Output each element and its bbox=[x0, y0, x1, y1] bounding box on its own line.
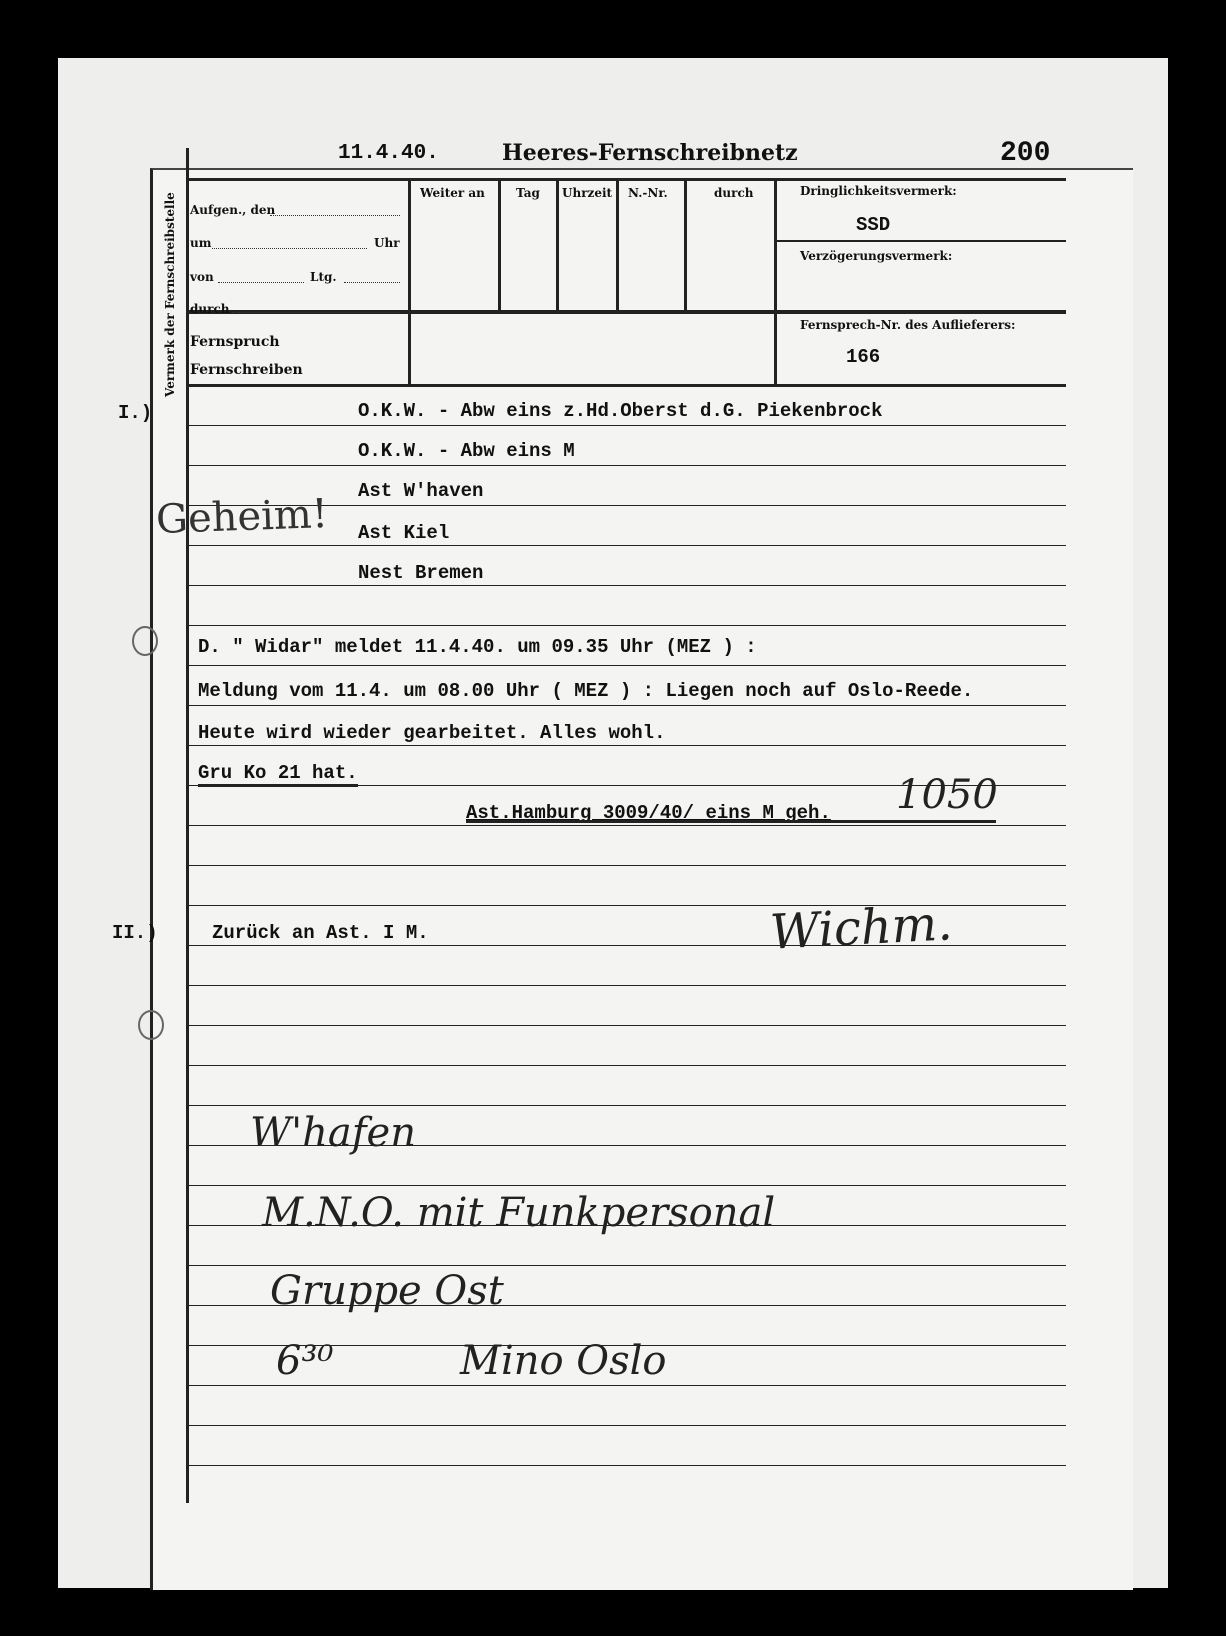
form-top-rule bbox=[186, 178, 1066, 181]
col-tag: Tag bbox=[516, 186, 540, 200]
von-dots bbox=[218, 282, 304, 283]
fernsprech-value: 166 bbox=[846, 346, 881, 368]
aufgen-dots bbox=[270, 215, 400, 216]
network-title: Heeres-Fernschreibnetz bbox=[502, 140, 798, 166]
note-mno-funkpersonal: M.N.O. mit Funkpersonal bbox=[262, 1190, 776, 1236]
durch-label: durch bbox=[190, 302, 230, 316]
col-durch: durch bbox=[714, 186, 754, 200]
aufgen-label: Aufgen., den bbox=[190, 203, 276, 217]
recipient-1: O.K.W. - Abw eins z.Hd.Oberst d.G. Piekenbrock bbox=[358, 400, 883, 422]
note-time: 6³⁰ bbox=[276, 1338, 334, 1384]
col-nr: N.-Nr. bbox=[628, 186, 668, 200]
verzoegerung-label: Verzögerungsvermerk: bbox=[800, 249, 953, 263]
um-label: um bbox=[190, 236, 212, 250]
section-2-marker: II.) bbox=[112, 922, 158, 944]
reference-line: Ast.Hamburg 3009/40/ eins M geh. bbox=[466, 802, 831, 824]
col-rule-4 bbox=[616, 178, 619, 312]
ltg-label: Ltg. bbox=[310, 270, 337, 284]
recipient-4: Ast Kiel bbox=[358, 522, 450, 544]
side-label: Vermerk der Fernschreibstelle bbox=[163, 192, 177, 397]
ltg-dots bbox=[344, 282, 400, 283]
uhr-label: Uhr bbox=[374, 236, 400, 250]
message-line-4: Gru Ko 21 hat. bbox=[198, 762, 358, 787]
von-label: von bbox=[190, 270, 214, 284]
recipient-2: O.K.W. - Abw eins M bbox=[358, 440, 575, 462]
right-rule-1 bbox=[776, 240, 1066, 242]
geheim-stamp: Geheim! bbox=[155, 491, 329, 543]
recipient-3: Ast W'haven bbox=[358, 480, 484, 502]
fernsprech-label: Fernsprech-Nr. des Auflieferers: bbox=[800, 318, 1016, 332]
form-number: 200 bbox=[1000, 138, 1051, 169]
um-dots bbox=[212, 248, 367, 249]
form-bottom-rule bbox=[186, 384, 1066, 387]
signature: Wichm. bbox=[768, 895, 954, 961]
col-rule-5 bbox=[684, 178, 687, 312]
section-1-marker: I.) bbox=[118, 402, 153, 424]
fernschreiben-label: Fernschreiben bbox=[190, 362, 303, 378]
note-gruppe-ost: Gruppe Ost bbox=[270, 1268, 504, 1314]
col-rule-2 bbox=[498, 178, 501, 312]
section-2-text: Zurück an Ast. I M. bbox=[212, 922, 429, 944]
col-weiter-an: Weiter an bbox=[420, 186, 485, 200]
header-date: 11.4.40. bbox=[338, 142, 439, 165]
punch-hole-1 bbox=[132, 626, 158, 656]
note-mino-oslo: Mino Oslo bbox=[460, 1338, 667, 1384]
col-rule-1 bbox=[408, 178, 411, 384]
note-whafen: W'hafen bbox=[250, 1110, 416, 1156]
punch-hole-2 bbox=[138, 1010, 164, 1040]
dringlichkeit-value: SSD bbox=[856, 214, 891, 236]
recipient-5: Nest Bremen bbox=[358, 562, 484, 584]
reference-handwritten-number: 1050 bbox=[896, 772, 998, 818]
col-uhrzeit: Uhrzeit bbox=[562, 186, 613, 200]
durch-dots bbox=[232, 312, 400, 313]
message-line-1: D. " Widar" meldet 11.4.40. um 09.35 Uhr (MEZ ) : bbox=[198, 636, 757, 658]
col-rule-6 bbox=[774, 178, 777, 384]
reference-underline bbox=[466, 820, 996, 823]
fernspruch-label: Fernspruch bbox=[190, 334, 280, 350]
message-line-3: Heute wird wieder gearbeitet. Alles wohl. bbox=[198, 722, 666, 744]
col-rule-3 bbox=[556, 178, 559, 312]
dringlichkeit-label: Dringlichkeitsvermerk: bbox=[800, 184, 957, 198]
message-line-2: Meldung vom 11.4. um 08.00 Uhr ( MEZ ) : Liegen noch auf Oslo-Reede. bbox=[198, 680, 974, 702]
